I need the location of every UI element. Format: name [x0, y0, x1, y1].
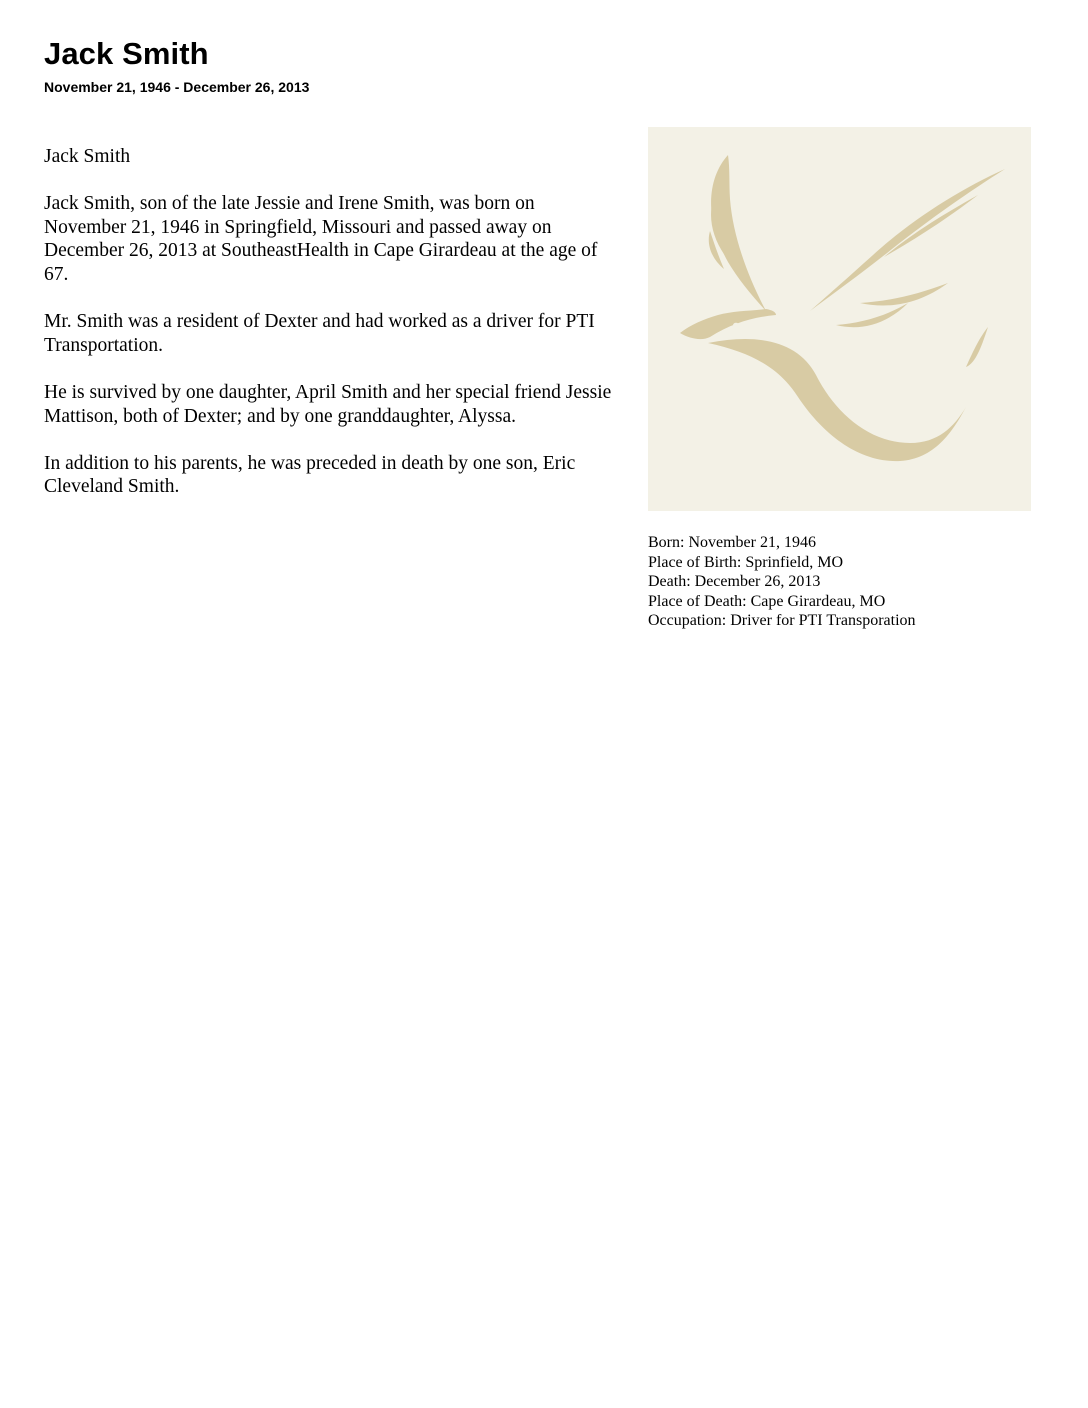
fact-death: Death: December 26, 2013: [648, 573, 821, 591]
obituary-paragraph: In addition to his parents, he was preceded in death by one son, Eric Cleveland Smith.: [44, 452, 576, 498]
memorial-image: [648, 127, 1031, 511]
fact-occupation: Occupation: Driver for PTI Transporation: [648, 612, 916, 630]
fact-place-of-death: Place of Death: Cape Girardeau, MO: [648, 592, 886, 610]
obituary-paragraph: Mr. Smith was a resident of Dexter and had worked as a driver for PTI Transportation.: [44, 311, 595, 356]
life-dates: November 21, 1946 - December 26, 2013: [44, 79, 310, 95]
dove-icon: [648, 127, 1031, 511]
facts-list: [648, 533, 1068, 631]
obituary-heading: Jack Smith: [44, 146, 131, 167]
fact-born: Born: November 21, 1946: [648, 534, 816, 551]
obituary-paragraph: Jack Smith, son of the late Jessie and Irene Smith, was born on November 21, 1946 in Springfield, Missouri and passed away on December 26, 2013 at SoutheastHealth in Cape Girardeau at the age of 67.: [44, 193, 598, 285]
obituary-paragraph: He is survived by one daughter, April Smith and her special friend Jessie Mattison, both of Dexter; and by one granddaughter, Alyssa.: [44, 381, 612, 427]
obituary-body: [44, 145, 616, 523]
page-title: Jack Smith: [44, 36, 209, 71]
fact-place-of-birth: Place of Birth: Sprinfield, MO: [648, 553, 844, 571]
